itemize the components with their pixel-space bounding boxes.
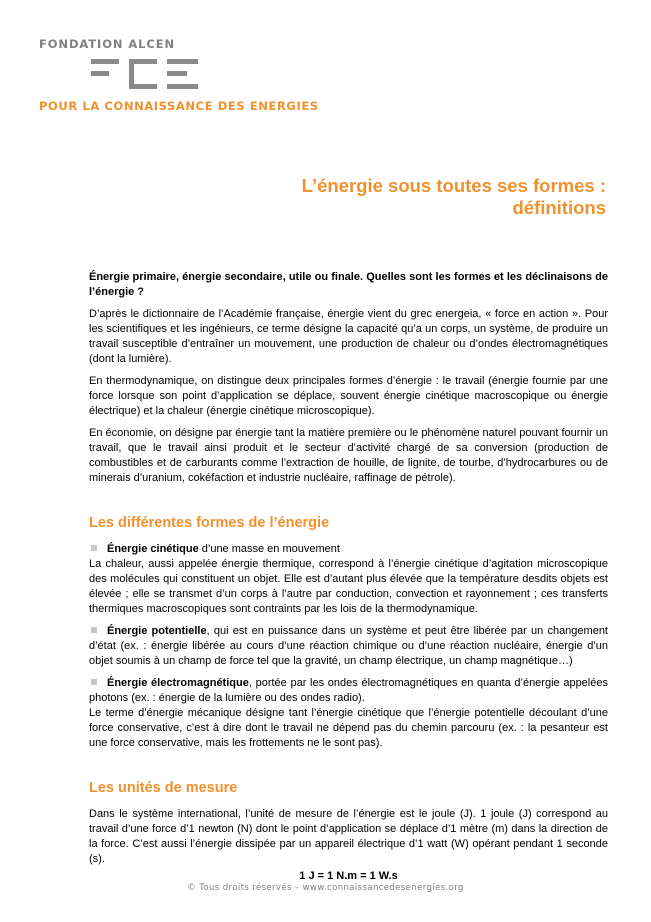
title-line-1: L’énergie sous toutes ses formes : [301, 175, 606, 196]
term: Énergie potentielle [107, 625, 207, 637]
intro-paragraph: En thermodynamique, on distingue deux principales formes d’énergie : le travail (énergie fournie par une force lorsque son point d’application se déplace, souvent énergie cinétique macroscopique ou énergie électrique) et la chaleur (énergie cinétique microscopique). [89, 375, 608, 417]
item-detail: La chaleur, aussi appelée énergie thermique, correspond à l’énergie cinétique d’agitation microscopique des molécules qui constituent un objet. Elle est d’autant plus élevée que la température desdits objets est élevée ; elle se transmet d’un corps à l’autre par conduction, convection et rayonnement ; ces transferts thermiques macroscopiques sont contraints par les lois de la thermodynamique. [89, 558, 608, 615]
units-paragraph: Dans le système international, l’unité de mesure de l’énergie est le joule (J). 1 joule (J) correspond au travail d’une force d’1 newton (N) dont le point d’application se déplace d’1 mètre (m) dans la direction de la force. C’est aussi l’énergie dissipée par un appareil électrique d’1 watt (W) opérant pendant 1 seconde (s). [89, 808, 608, 865]
intro-paragraph: En économie, on désigne par énergie tant la matière première ou le phénomène naturel pouvant fournir un travail, que le travail ainsi produit et le secteur d’activité chargé de sa conversion (production de combustibles et de carburants comme l’extraction de houille, de lignite, de tourbe, d’hydrocarbures ou de minerais d’uranium, cokéfaction et industrie nucléaire, raffinage de pétrole). [89, 427, 608, 484]
bullet-square-icon [91, 679, 97, 685]
title-line-2: définitions [512, 197, 606, 218]
units-formula: 1 J = 1 N.m = 1 W.s [299, 870, 398, 882]
document-title [206, 175, 606, 219]
fce-logo-icon [91, 59, 198, 89]
section-heading-forms: Les différentes formes de l’énergie [89, 515, 330, 531]
term: Énergie électromagnétique [107, 677, 249, 689]
intro-question: Énergie primaire, énergie secondaire, utile ou finale. Quelles sont les formes et les déclinaisons de l’énergie ? [89, 271, 608, 298]
term-description: , portée par les ondes électromagnétiques en quanta d’énergie appelées photons (ex. : énergie de la lumière ou des ondes radio). [89, 677, 608, 704]
bullet-square-icon [91, 627, 97, 633]
list-item [89, 676, 608, 706]
list-item [89, 542, 608, 557]
intro-paragraph: D’après le dictionnaire de l’Académie française, énergie vient du grec energeia, « force en action ». Pour les scientifiques et les ingénieurs, ce terme désigne la capacité qu’a un corps, un système, de produire un travail susceptible d’entraîner un mouvement, une production de chaleur ou d’ondes électromagnétiques (dont la lumière). [89, 308, 608, 365]
term-description: d’une masse en mouvement [198, 543, 340, 555]
term: Énergie cinétique [107, 543, 199, 555]
bullet-square-icon [91, 545, 97, 551]
brand-bottom: POUR LA CONNAISSANCE DES ENERGIES [39, 99, 319, 113]
document-body [89, 270, 608, 884]
list-item [89, 624, 608, 669]
term-description: , qui est en puissance dans un système et peut être libérée par un changement d’état (ex. : énergie libérée au cours d’une réaction chimique ou d’une réaction nucléaire, énergie d’un objet soumis à un champ de force tel que la gravité, un champ électrique, un champ magnétique…) [89, 625, 608, 667]
footer-copyright: © Tous droits réservés – www.connaissancedesenergies.org [187, 883, 464, 893]
section-heading-units: Les unités de mesure [89, 780, 238, 796]
item-detail: Le terme d’énergie mécanique désigne tant l’énergie cinétique que l’énergie potentielle découlant d’une force conservative, c’est à dire dont le travail ne dépend pas du chemin parcouru (ex. : la pesanteur est une force conservative, mais les frottements ne le sont pas). [89, 707, 608, 749]
brand-top: FONDATION ALCEN [39, 37, 175, 51]
